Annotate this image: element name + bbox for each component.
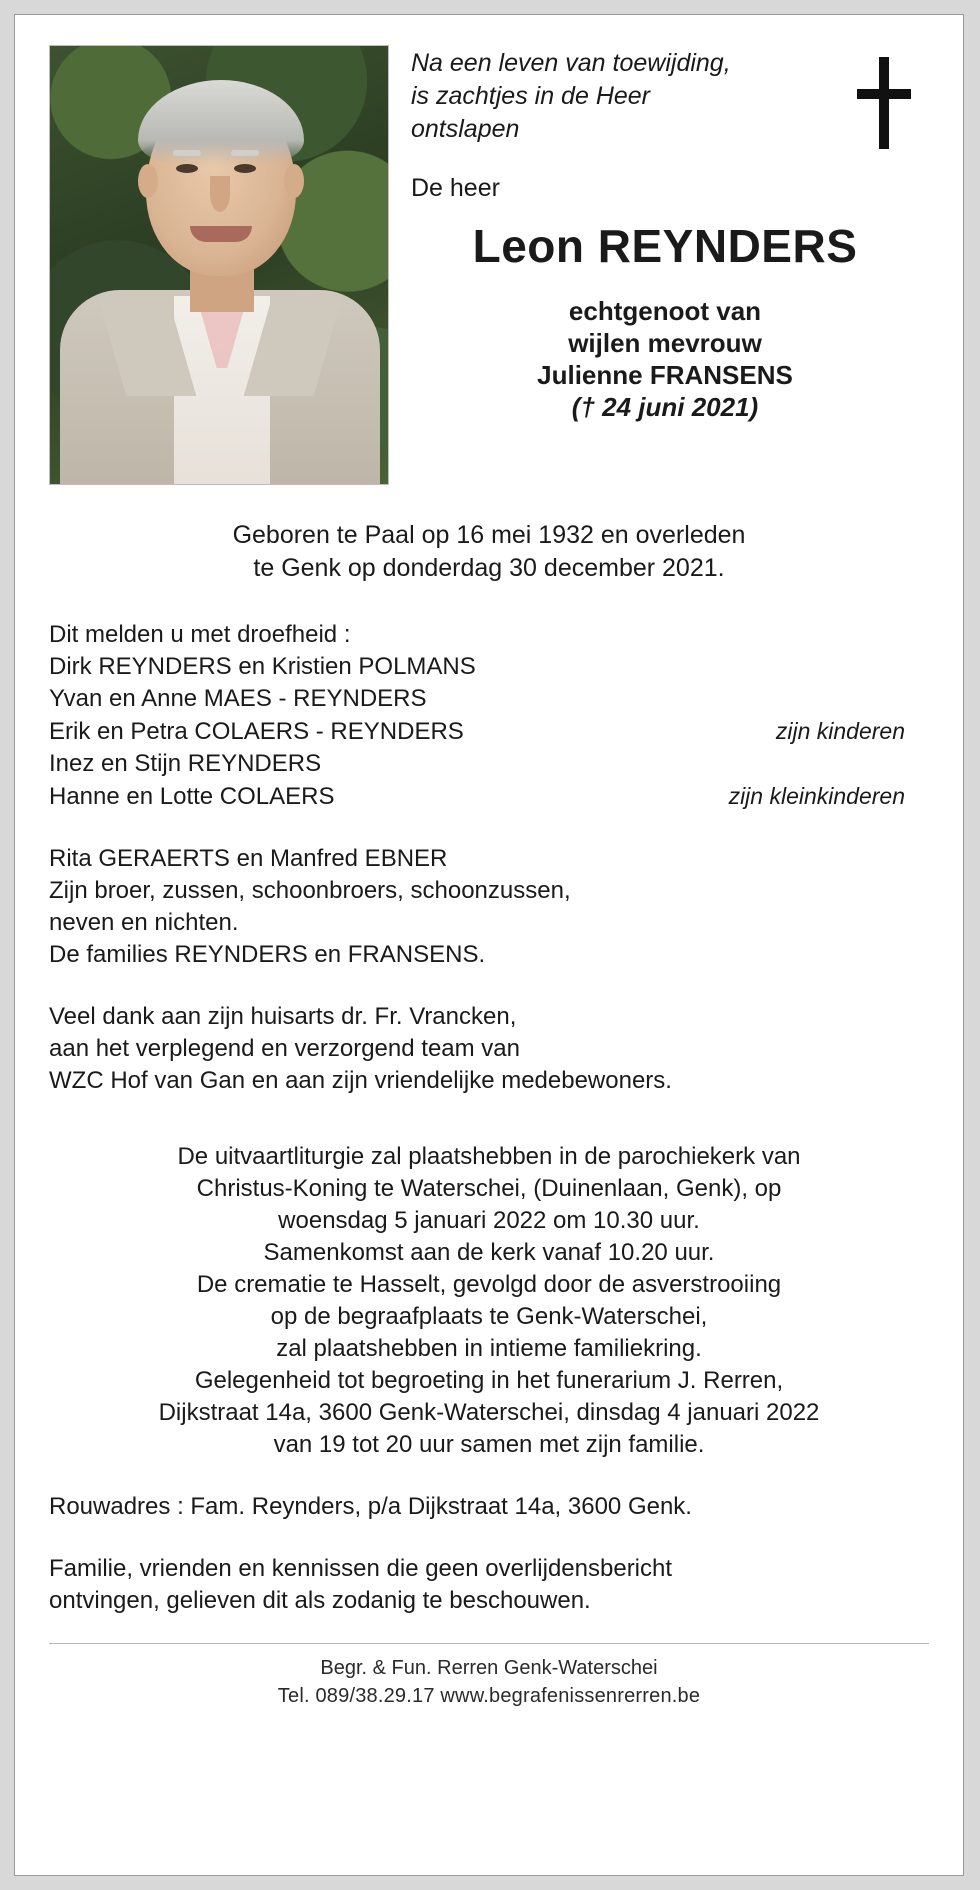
family-names: Inez en Stijn REYNDERS — [49, 750, 322, 777]
spouse-death-date: († 24 juni 2021) — [571, 392, 759, 422]
funeral-home-name: Begr. & Fun. Rerren Genk-Waterschei — [320, 1657, 658, 1679]
family-relation-tag: zijn kleinkinderen — [728, 783, 905, 809]
family-row — [49, 748, 929, 780]
family-names: Dirk REYNDERS en Kristien POLMANS — [49, 653, 476, 680]
latin-cross-icon — [857, 57, 911, 149]
photo-brow-left — [173, 150, 201, 156]
general-notice: Familie, vrienden en kennissen die geen overlijdensbericht ontvingen, gelieven dit als zodanig te beschouwen. — [49, 1555, 673, 1614]
card-inner — [15, 15, 963, 1710]
family-row — [49, 651, 929, 683]
photo-brow-right — [231, 150, 259, 156]
family-relation-tag: zijn kinderen — [775, 718, 905, 744]
relatives-block: Rita GERAERTS en Manfred EBNER Zijn broer, zussen, schoonbroers, schoonzussen, neven en nichten. De families REYNDERS en FRANSENS. — [49, 845, 571, 968]
family-row — [49, 683, 929, 715]
photo-eye-right — [234, 164, 256, 173]
mourning-address: Rouwadres : Fam. Reynders, p/a Dijkstraat 14a, 3600 Genk. — [49, 1493, 692, 1520]
family-row — [49, 780, 929, 813]
thanks-block: Veel dank aan zijn huisarts dr. Fr. Vrancken, aan het verplegend en verzorgend team van WZC Hof van Gan en aan zijn vriendelijke medebewoners. — [49, 1003, 672, 1094]
portrait-photo — [49, 45, 389, 485]
family-names: Erik en Petra COLAERS - REYNDERS — [49, 718, 464, 745]
funeral-home-contact: Tel. 089/38.29.17 www.begrafenissenrerren.be — [277, 1685, 701, 1707]
spouse-line-2: wijlen mevrouw — [568, 328, 762, 358]
photo-eye-left — [176, 164, 198, 173]
memorial-verse: Na een leven van toewijding, is zachtjes in de Heer ontslapen — [411, 49, 731, 143]
spouse-line-1: echtgenoot van — [568, 296, 762, 326]
photo-ear-right — [284, 164, 304, 198]
spouse-block — [411, 295, 929, 423]
header-text-column — [389, 45, 929, 423]
announcement-intro: Dit melden u met droefheid : — [49, 621, 351, 648]
cross-horizontal-bar — [857, 89, 911, 99]
family-names: Hanne en Lotte COLAERS — [49, 783, 335, 810]
photo-mouth — [190, 226, 252, 242]
announcement-block — [49, 619, 929, 813]
funeral-home-footer — [49, 1644, 929, 1710]
memorial-card — [14, 14, 964, 1876]
photo-ear-left — [138, 164, 158, 198]
deceased-name: Leon REYNDERS — [472, 220, 858, 272]
salutation: De heer — [411, 174, 500, 202]
family-row — [49, 715, 929, 748]
spouse-name: Julienne FRANSENS — [537, 360, 793, 390]
service-details-block: De uitvaartliturgie zal plaatshebben in de parochiekerk van Christus-Koning te Waterschei, (Duinenlaan, Genk), op woensdag 5 januari 2022 om 10.30 uur. Samenkomst aan de kerk vanaf 10.20 uur. De crematie te Hasselt, gevolgd door de asverstrooiing op de begraafplaats te Genk-Waterschei, zal plaatshebben in intieme familiekring. Gelegenheid tot begroeting in het funerarium J. Rerren, Dijkstraat 14a, 3600 Genk-Waterschei, dinsdag 4 januari 2022 van 19 tot 20 uur samen met zijn familie. — [158, 1143, 820, 1458]
birth-death-line: Geboren te Paal op 16 mei 1932 en overleden te Genk op donderdag 30 december 2021. — [232, 521, 746, 582]
header-section — [49, 45, 929, 485]
family-names: Yvan en Anne MAES - REYNDERS — [49, 685, 427, 712]
cross-vertical-bar — [879, 57, 889, 149]
photo-nose — [210, 176, 230, 212]
